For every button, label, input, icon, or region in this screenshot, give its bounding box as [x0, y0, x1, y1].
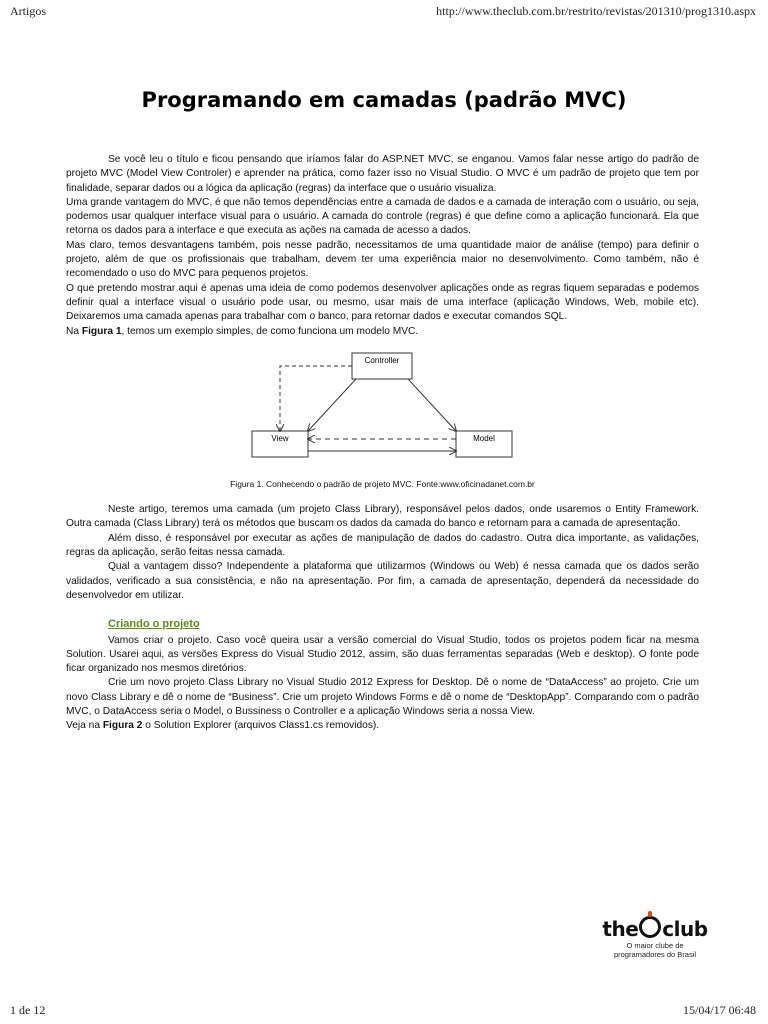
paragraph [66, 325, 699, 339]
logo-tagline: programadores do Brasil [613, 950, 697, 959]
browser-tab-title: Artigos [10, 4, 46, 18]
arrow [408, 379, 456, 431]
figure-ref: Figura 1 [81, 325, 122, 337]
paragraph [66, 719, 699, 733]
article-title: Programando em camadas (padrão MVC) [141, 88, 627, 112]
text: , temos um exemplo simples, de como funciona um modelo MVC. [121, 325, 419, 337]
paragraph: Crie um novo projeto Class Library no Visual Studio 2012 Express for Desktop. Dê o nome de “DataAccess” ao projeto. Crie um novo Class Library e dê o nome de “Business”. Crie um projeto Windows Forms e dê o nome de “DesktopApp”. Comparando com o padrão MVC, o DataAccess seria o Model, o Bussiness o Controller e a aplicação Windows seria a nossa View. [66, 677, 699, 718]
paragraph: O que pretendo mostrar aqui é apenas uma ideia de como podemos desenvolver aplicações onde as regras fiquem separadas e podemos definir qual a interface visual o usuário pode usar, ou mesmo, usar mais de uma interface (aplicação Windows, Web, mobile etc). Deixaremos uma camada apenas para trabalhar com o banco, para retornar dados e executar comandos SQL. [66, 282, 699, 323]
dashed-arrow [280, 366, 352, 431]
print-datetime: 15/04/17 06:48 [682, 1003, 756, 1017]
logo-tagline: O maior clube de [626, 941, 684, 950]
logo-club: club [662, 917, 708, 941]
text: Na [66, 325, 82, 337]
paragraph: Mas claro, temos desvantagens também, pois nesse padrão, necessitamos de uma quantidade maior de análise (tempo) para definir o projeto, além de que os profissionais que trabalham, devem ter uma experiência maior no desenvolvimento. Como também, não é recomendado o uso do MVC para pequenos projetos. [66, 239, 699, 280]
page-number: 1 de 12 [10, 1003, 46, 1017]
mvc-diagram [66, 347, 699, 477]
theclub-logo [600, 916, 710, 959]
text: o Solution Explorer (arquivos Class1.cs removidos). [142, 720, 380, 732]
paragraph: Vamos criar o projeto. Caso você queira usar a versão comercial do Visual Studio, todos os projetos podem ficar na mesma Solution. Usarei aqui, as versões Express do Visual Studio 2012, assim, são duas ferramentas separadas (Web e desktop). O fonte pode ficar organizado nos mesmos diretórios. [66, 634, 699, 675]
logo-wordmark [600, 916, 710, 941]
section-heading: Criando o projeto [108, 618, 200, 631]
article-body [66, 153, 699, 734]
paragraph: Neste artigo, teremos uma camada (um projeto Class Library), responsável pelos dados, onde usaremos o Entity Framework. Outra camada (Class Library) terá os métodos que buscam os dados da camada do banco e retornam para a camada de apresentação. [66, 504, 699, 530]
paragraph: Além disso, é responsável por executar as ações de manipulação de dados do cadastro. Outra dica importante, as validações, regras da aplicação, serão feitas nessa camada. [66, 532, 699, 559]
controller-label: Controller [364, 355, 400, 365]
paragraph: Qual a vantagem disso? Independente a plataforma que utilizarmos (Windows ou Web) é nessa camada que os dados serão validados, verificado a sua consistência, e não na apresentação. Por fim, a camada de apresentação, dependerá da necessidade do desenvolvedor em utilizar. [66, 561, 699, 601]
figure-caption: Figura 1. Conhecendo o padrão de projeto MVC. Fonte:www.oficinadanet.com.br [230, 478, 535, 489]
figure-ref: Figura 2 [102, 720, 143, 732]
arrow [308, 379, 356, 431]
model-label: Model [473, 433, 495, 443]
logo-the: the [602, 917, 639, 941]
paragraph: Uma grande vantagem do MVC, é que não temos dependências entre a camada de dados e a camada de interação com o usuário, ou seja, podemos usar qualquer interface visual para o usuário. A camada do controle (regras) é que define como a aplicação funcionará. Ela que retorna os dados para a interface e que executa as ações na camada de acesso a dados. [66, 196, 699, 237]
view-label: View [271, 433, 289, 443]
mvc-diagram-svg [66, 347, 699, 477]
page-url: http://www.theclub.com.br/restrito/revistas/201310/prog1310.aspx [436, 4, 756, 18]
paragraph: Se você leu o título e ficou pensando que iríamos falar do ASP.NET MVC, se enganou. Vamos falar nesse artigo do padrão de projeto MVC (Model View Controler) e aprender na prática, como fazer isso no Visual Studio. O MVC é um padrão de projeto que tem por finalidade, separar dados ou a lógica da aplicação (regras) da interface que o usuário visualiza. [66, 154, 699, 194]
text: Veja na [66, 720, 103, 732]
logo-icon [639, 916, 661, 938]
